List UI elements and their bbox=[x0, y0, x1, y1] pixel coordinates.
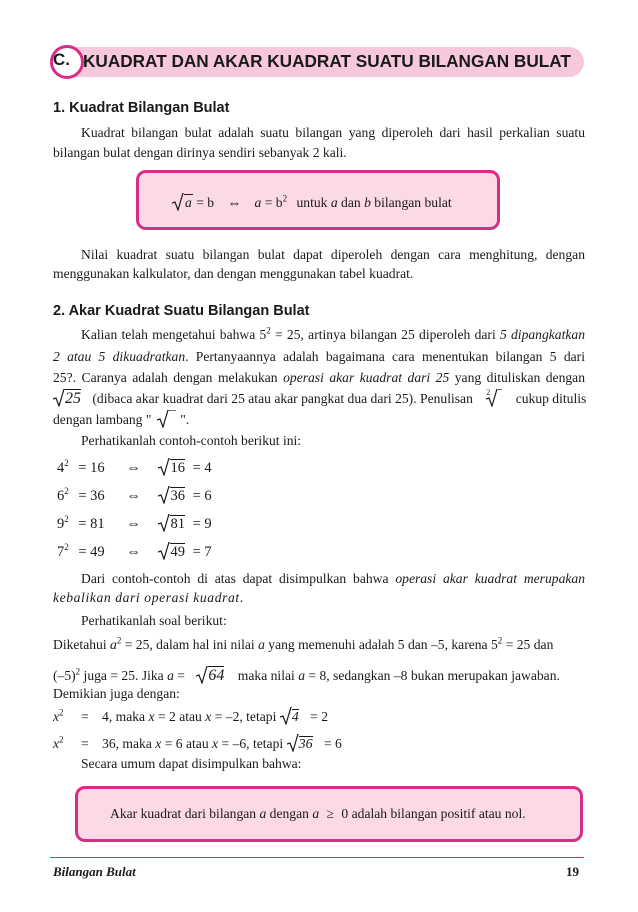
radical-icon bbox=[196, 666, 208, 684]
equation-row: $x^2 = 4$, maka x = 2 atau x = –2, tetapi 4 = 2 bbox=[53, 707, 329, 725]
sqrt-symbol: a bbox=[172, 193, 193, 211]
radical-icon bbox=[280, 707, 292, 725]
conclusion-line1: Dari contoh-contoh di atas dapat disimpulkan bahwa operasi akar kuadrat merupakan bbox=[81, 571, 585, 586]
example-row: $4^2 = 16$ ⇔ 16 = 4 bbox=[57, 458, 212, 476]
conclusion-line2: kebalikan dari operasi kuadrat. bbox=[53, 590, 244, 605]
sub1-para2-line1: Nilai kuadrat suatu bilangan bulat dapat diperoleh dengan cara menghitung, dengan bbox=[81, 247, 585, 262]
problem-line3: Demikian juga dengan: bbox=[53, 686, 180, 701]
radical-icon bbox=[287, 734, 299, 752]
radical-icon bbox=[158, 514, 170, 532]
radical-icon bbox=[158, 486, 170, 504]
conclusion-box-text: Akar kuadrat dari bilangan a dengan a ≥ 0 adalah bilangan positif atau nol. bbox=[110, 806, 526, 821]
footer-rule bbox=[50, 857, 584, 858]
sub2-p1-line1: Kalian telah mengetahui bahwa $5^2 = 25$, artinya bilangan 25 diperoleh dari 5 dipangkatkan bbox=[81, 325, 585, 342]
examples-intro: Perhatikanlah contoh-contoh berikut ini: bbox=[81, 433, 302, 448]
problem-line2: $(-5)^2$ juga = 25. Jika a = 64 maka nilai a = 8, sedangkan –8 bukan merupakan jawaban. bbox=[53, 666, 560, 684]
section-letter: C. bbox=[53, 50, 70, 69]
radical-icon bbox=[155, 410, 177, 428]
subsection-1-heading: 1. Kuadrat Bilangan Bulat bbox=[53, 100, 230, 116]
radical-icon bbox=[158, 542, 170, 560]
equation-row: $x^2 = 36$, maka x = 6 atau x = –6, tetapi 36 = 6 bbox=[53, 734, 342, 752]
sub1-para2-line2: menggunakan kalkulator, dan dengan menggunakan tabel kuadrat. bbox=[53, 266, 414, 281]
page-number: 19 bbox=[566, 864, 579, 879]
subsection-2-heading: 2. Akar Kuadrat Suatu Bilangan Bulat bbox=[53, 303, 310, 319]
general-statement: Secara umum dapat disimpulkan bahwa: bbox=[81, 756, 302, 771]
section-title: KUADRAT DAN AKAR KUADRAT SUATU BILANGAN BULAT bbox=[83, 51, 571, 71]
sub2-p1-line5: dengan lambang " ". bbox=[53, 412, 190, 427]
sub2-p1-line4: 25 (dibaca akar kuadrat dari 25 atau akar pangkat dua dari 25). Penulisan $^2$ cukup ditulis bbox=[53, 389, 585, 408]
radical-icon bbox=[158, 458, 170, 476]
problem-line1: Diketahui $a^2 = 25$, dalam hal ini nilai a yang memenuhi adalah 5 dan –5, karena $5^2 = 25$ dan bbox=[53, 635, 554, 652]
radical-icon bbox=[53, 389, 65, 407]
footer-book-title: Bilangan Bulat bbox=[53, 864, 136, 879]
definition-formula: a = b ⇔ $a = b^2$ untuk a dan b bilangan bulat bbox=[172, 193, 452, 211]
problem-intro: Perhatikanlah soal berikut: bbox=[81, 613, 227, 628]
radical-icon bbox=[172, 193, 184, 211]
sub1-para1-line2: bilangan bulat dengan dirinya sendiri sebanyak 2 kali. bbox=[53, 145, 347, 160]
sub2-p1-line3: 25?. Caranya adalah dengan melakukan operasi akar kuadrat dari 25 yang dituliskan dengan bbox=[53, 370, 586, 385]
example-row: $9^2 = 81$ ⇔ 81 = 9 bbox=[57, 514, 212, 532]
sub2-p1-line2: 2 atau 5 dikuadratkan. Pertanyaannya adalah bagaimana cara menentukan bilangan 5 dari bbox=[53, 349, 585, 364]
example-row: $7^2 = 49$ ⇔ 49 = 7 bbox=[57, 542, 212, 560]
example-row: $6^2 = 36$ ⇔ 36 = 6 bbox=[57, 486, 212, 504]
sub1-para1-line1: Kuadrat bilangan bulat adalah suatu bilangan yang diperoleh dari hasil perkalian suatu bbox=[81, 125, 585, 140]
